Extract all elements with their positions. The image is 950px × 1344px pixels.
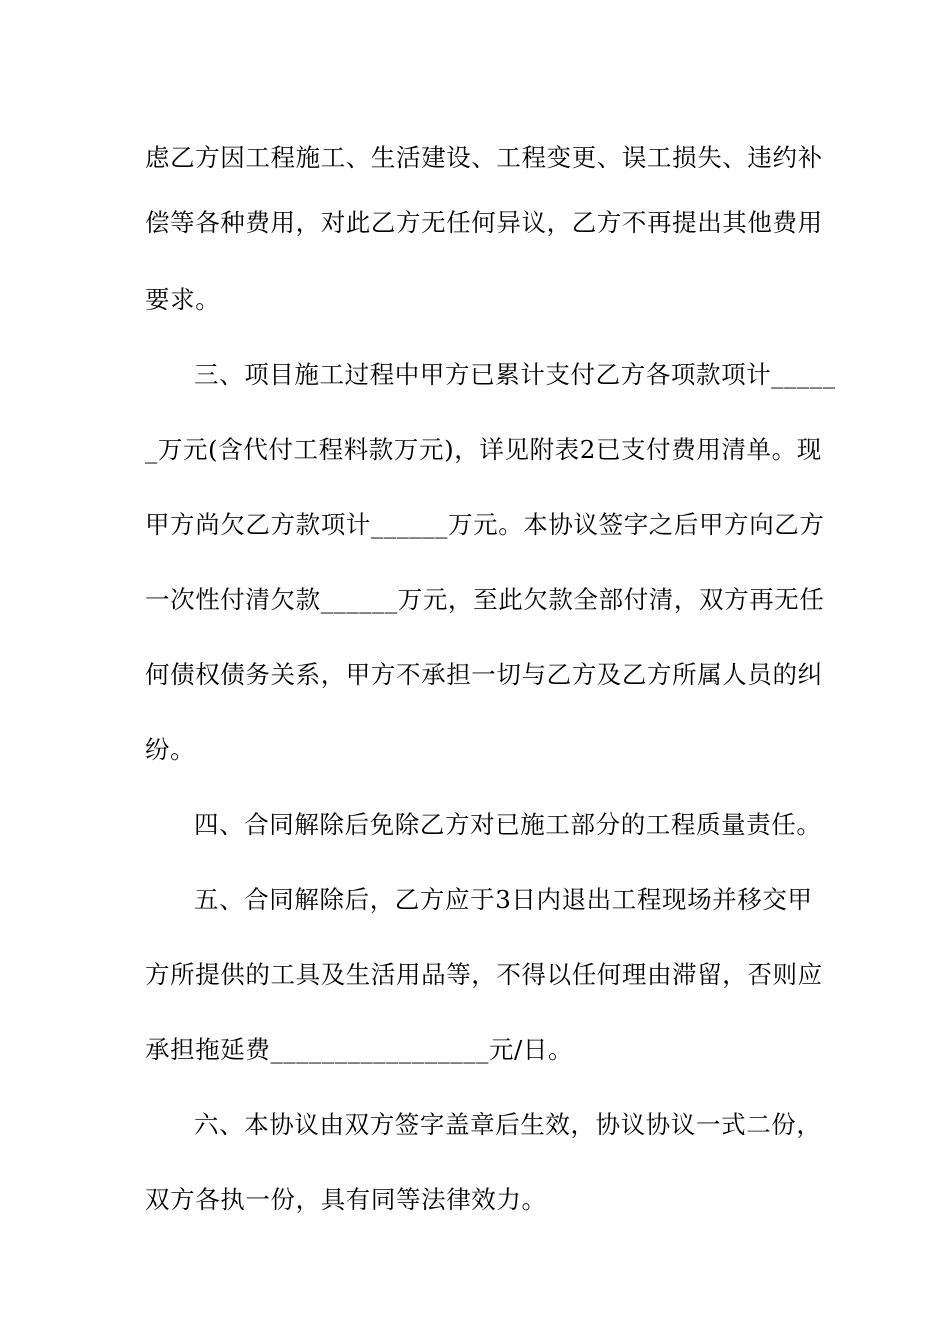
text-line: 甲方尚欠乙方款项计______万元。本协议签字之后甲方向乙方 bbox=[145, 510, 825, 539]
text-line: 方所提供的工具及生活用品等，不得以任何理由滞留，否则应 bbox=[145, 960, 823, 989]
text-line: 双方各执一份，具有同等法律效力。 bbox=[145, 1185, 547, 1214]
text-line: 偿等各种费用，对此乙方无任何异议，乙方不再提出其他费用 bbox=[145, 208, 823, 237]
text-line: 承担拖延费_________________元/日。 bbox=[145, 1035, 574, 1064]
text-line: 一次性付清欠款______万元，至此欠款全部付清，双方再无任 bbox=[145, 585, 825, 614]
text-line: 五、合同解除后，乙方应于3日内退出工程现场并移交甲 bbox=[194, 885, 813, 914]
text-line: 何债权债务关系，甲方不承担一切与乙方及乙方所属人员的纠 bbox=[145, 660, 823, 689]
text-line: _万元(含代付工程料款万元)，详见附表2已支付费用清单。现 bbox=[145, 435, 822, 464]
text-line: 六、本协议由双方签字盖章后生效，协议协议一式二份， bbox=[194, 1110, 822, 1139]
text-line: 四、合同解除后免除乙方对已施工部分的工程质量责任。 bbox=[194, 810, 822, 839]
text-line: 虑乙方因工程施工、生活建设、工程变更、误工损失、违约补 bbox=[145, 143, 823, 172]
text-line: 三、项目施工过程中甲方已累计支付乙方各项款项计_____ bbox=[194, 360, 836, 389]
text-line: 纷。 bbox=[145, 735, 196, 764]
text-line: 要求。 bbox=[145, 285, 221, 314]
